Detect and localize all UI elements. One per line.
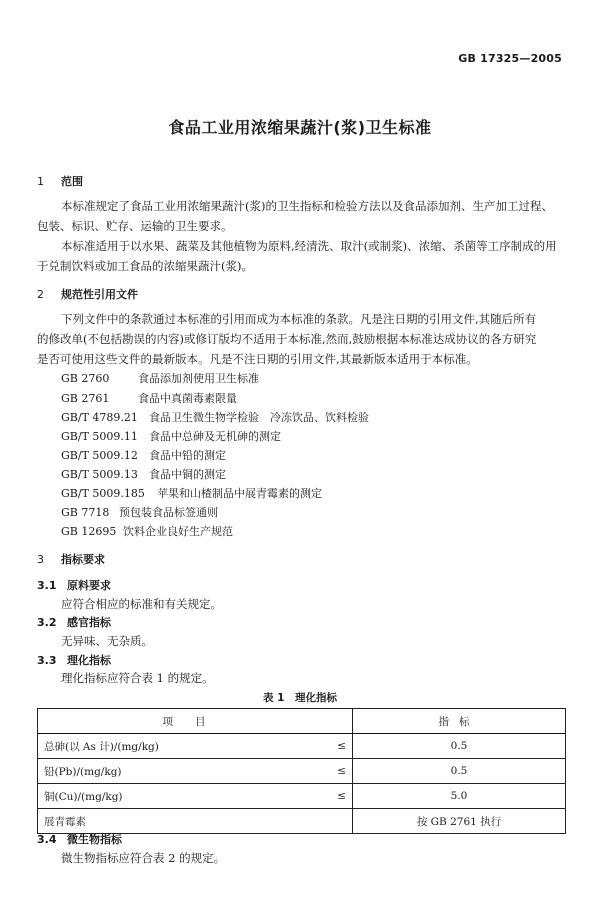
- subsection-3-3-text: 理化指标应符合表 1 的规定。: [61, 671, 214, 685]
- cell-item: 铜(Cu)/(mg/kg): [38, 784, 321, 809]
- cell-item: 展青霉素: [38, 809, 321, 834]
- ref-item: GB/T 5009.11 食品中总砷及无机砷的测定: [61, 430, 281, 443]
- document-title: 食品工业用浓缩果蔬汁(浆)卫生标准: [168, 118, 432, 137]
- section-1-heading: [37, 174, 83, 189]
- section-number: 2: [37, 288, 44, 301]
- table-row: [38, 734, 566, 759]
- section-title: 范围: [61, 175, 83, 188]
- section-title: 规范性引用文件: [61, 288, 138, 301]
- ref-item: GB/T 5009.12 食品中铅的测定: [61, 449, 226, 462]
- table-header-row: [38, 709, 566, 734]
- ref-item: GB 2761 食品中真菌毒素限量: [61, 392, 237, 405]
- subsection-3-4-text: 微生物指标应符合表 2 的规定。: [61, 851, 226, 865]
- table-row: [38, 784, 566, 809]
- cell-value: 5.0: [353, 784, 566, 809]
- ref-item: GB 7718 预包装食品标签通则: [61, 506, 218, 519]
- cell-value: 0.5: [353, 759, 566, 784]
- sec1-para2-line1: 本标准适用于以水果、蔬菜及其他植物为原料,经清洗、取汁(或制浆)、浓缩、杀菌等工序制成的用: [61, 239, 557, 253]
- cell-operator: [320, 809, 353, 834]
- sec2-para-line1: 下列文件中的条款通过本标准的引用而成为本标准的条款。凡是注日期的引用文件,其随后所有: [61, 312, 537, 326]
- cell-item: 总砷(以 As 计)/(mg/kg): [38, 734, 321, 759]
- subsection-3-4-heading: 3.4 微生物指标: [37, 833, 122, 846]
- section-2-heading: [37, 287, 138, 302]
- ref-item: GB/T 4789.21 食品卫生微生物学检验 冷冻饮品、饮料检验: [61, 411, 369, 424]
- sec1-para1-line1: 本标准规定了食品工业用浓缩果蔬汁(浆)的卫生指标和检验方法以及食品添加剂、生产加工过程、: [61, 199, 553, 213]
- table-row: [38, 759, 566, 784]
- sec2-para-line3: 是否可使用这些文件的最新版本。凡是不注日期的引用文件,其最新版本适用于本标准。: [37, 352, 478, 366]
- ref-item: GB/T 5009.185 苹果和山楂制品中展青霉素的测定: [61, 487, 322, 500]
- subsection-3-2-text: 无异味、无杂质。: [61, 634, 153, 648]
- column-header-item: 项目: [38, 709, 353, 734]
- section-number: 3: [37, 553, 44, 566]
- cell-operator: ≤: [320, 759, 353, 784]
- section-title: 指标要求: [61, 553, 105, 566]
- sec1-para1-line2: 包装、标识、贮存、运输的卫生要求。: [37, 219, 233, 233]
- cell-operator: ≤: [320, 784, 353, 809]
- cell-item: 铅(Pb)/(mg/kg): [38, 759, 321, 784]
- standard-number: GB 17325—2005: [458, 52, 562, 65]
- ref-item: GB/T 5009.13 食品中铜的测定: [61, 468, 226, 481]
- table-row: [38, 809, 566, 834]
- cell-value: 0.5: [353, 734, 566, 759]
- table-1-caption: 表 1 理化指标: [263, 692, 337, 704]
- subsection-3-3-heading: 3.3 理化指标: [37, 654, 111, 667]
- column-header-value: 指标: [353, 709, 566, 734]
- sec1-para2-line2: 于兑制饮料或加工食品的浓缩果蔬汁(浆)。: [37, 259, 253, 273]
- table-1: [37, 708, 566, 834]
- cell-operator: ≤: [320, 734, 353, 759]
- subsection-3-1-heading: 3.1 原料要求: [37, 579, 111, 592]
- cell-value: 按 GB 2761 执行: [353, 809, 566, 834]
- subsection-3-1-text: 应符合相应的标准和有关规定。: [61, 597, 222, 611]
- ref-item: GB 12695 饮料企业良好生产规范: [61, 525, 233, 538]
- section-3-heading: [37, 552, 105, 567]
- section-number: 1: [37, 175, 44, 188]
- subsection-3-2-heading: 3.2 感官指标: [37, 616, 111, 629]
- ref-item: GB 2760 食品添加剂使用卫生标准: [61, 372, 259, 385]
- sec2-para-line2: 的修改单(不包括勘误的内容)或修订版均不适用于本标准,然而,鼓励根据本标准达成协议的各方研究: [37, 332, 537, 346]
